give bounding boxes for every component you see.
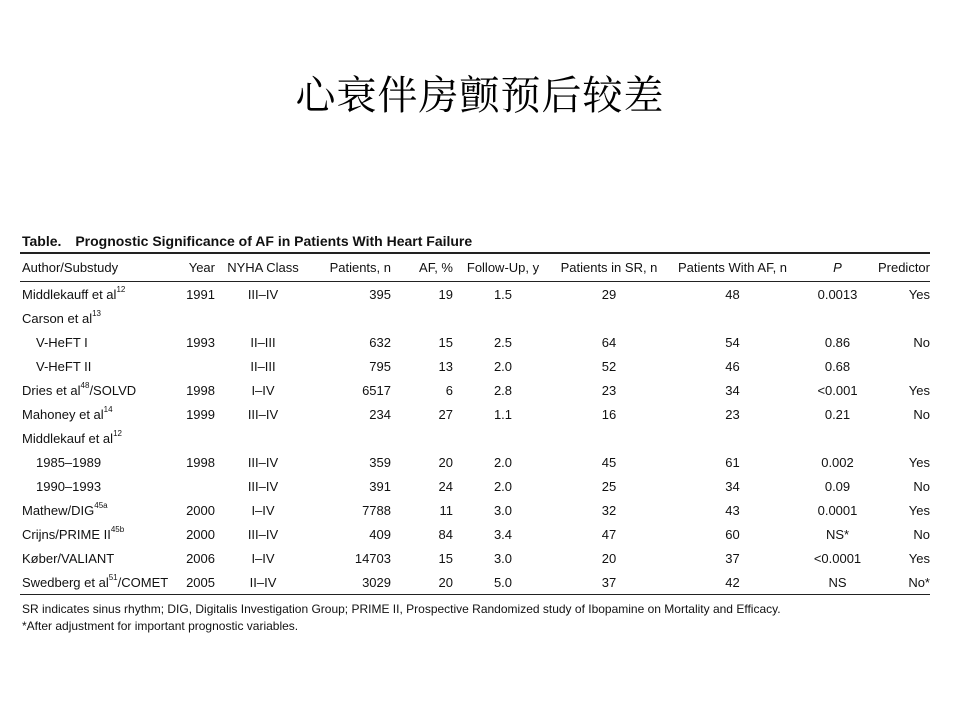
cell-followup: 1.1 <box>493 406 513 422</box>
cell-patients: 6517 <box>362 382 391 398</box>
header-af-pct: AF, % <box>419 260 453 275</box>
table-row <box>20 522 930 546</box>
cell-predictor: Yes <box>908 454 930 470</box>
cell-nyha: II–III <box>250 334 276 350</box>
table-row <box>20 546 930 570</box>
author-name: 1990–1993 <box>36 478 102 494</box>
cell-author <box>20 570 175 595</box>
cell-af-pct: 20 <box>438 454 453 470</box>
cell-patients-af: 43 <box>725 502 740 518</box>
reference-superscript: 45b <box>110 525 125 535</box>
cell-p-value: <0.001 <box>817 382 858 398</box>
table-body <box>20 282 930 595</box>
cell-year: 1998 <box>186 454 215 470</box>
cell-p-value: 0.0013 <box>817 286 858 302</box>
cell-af-pct: 20 <box>438 574 453 590</box>
cell-patients-af: 34 <box>725 382 740 398</box>
author-name: 1985–1989 <box>36 454 102 470</box>
cell-nyha: I–IV <box>251 502 275 518</box>
cell-author <box>20 354 175 378</box>
cell-patients-sr: 29 <box>601 286 617 302</box>
cell-p-value: 0.86 <box>824 334 851 350</box>
cell-patients-af: 48 <box>725 286 740 302</box>
cell-predictor: Yes <box>908 502 930 518</box>
prognostic-table <box>20 252 930 595</box>
cell-predictor: Yes <box>908 382 930 398</box>
header-year: Year <box>188 260 215 275</box>
footnotes <box>20 601 930 635</box>
cell-af-pct: 27 <box>438 406 453 422</box>
author-name: Middlekauf et al <box>22 430 114 446</box>
cell-predictor: No <box>913 478 930 494</box>
cell-year: 1991 <box>186 286 215 302</box>
cell-predictor: Yes <box>908 286 930 302</box>
cell-p-value: 0.21 <box>824 406 851 422</box>
cell-af-pct: 13 <box>438 358 453 374</box>
cell-followup: 2.0 <box>493 454 513 470</box>
cell-followup: 2.5 <box>493 334 513 350</box>
table-header-row <box>20 253 930 282</box>
cell-patients-af: 60 <box>725 526 740 542</box>
reference-superscript: 48 <box>80 381 90 391</box>
cell-nyha <box>215 306 311 330</box>
cell-nyha: II–IV <box>249 574 277 590</box>
cell-year <box>175 426 215 450</box>
cell-patients-af <box>665 426 800 450</box>
cell-year <box>175 354 215 378</box>
cell-p-value: NS* <box>825 526 850 542</box>
cell-patients-af: 42 <box>725 574 740 590</box>
cell-patients-sr: 20 <box>601 550 617 566</box>
cell-nyha <box>215 426 311 450</box>
header-predictor: Predictor <box>877 260 930 275</box>
cell-patients: 632 <box>369 334 391 350</box>
table-block <box>20 230 930 635</box>
cell-year: 2000 <box>186 526 215 542</box>
reference-superscript: 14 <box>103 405 113 415</box>
cell-nyha: III–IV <box>247 406 279 422</box>
cell-followup <box>453 306 553 330</box>
cell-patients-sr: 64 <box>601 334 617 350</box>
cell-nyha: I–IV <box>251 550 275 566</box>
cell-followup: 2.0 <box>493 358 513 374</box>
cell-author <box>20 450 175 474</box>
cell-year: 1998 <box>186 382 215 398</box>
author-name: Dries et al <box>22 382 81 398</box>
header-patients: Patients, n <box>329 260 391 275</box>
table-row <box>20 402 930 426</box>
cell-af-pct: 19 <box>438 286 453 302</box>
cell-patients-sr: 16 <box>601 406 617 422</box>
cell-author <box>20 402 175 426</box>
author-name: Crijns/PRIME II <box>22 526 111 542</box>
cell-author <box>20 426 175 450</box>
cell-nyha: II–III <box>250 358 276 374</box>
table-row <box>20 306 930 330</box>
table-row <box>20 450 930 474</box>
cell-patients-sr: 45 <box>601 454 617 470</box>
slide-title: 心衰伴房颤预后较差 <box>295 73 665 119</box>
cell-af-pct <box>391 426 453 450</box>
cell-followup: 3.4 <box>493 526 513 542</box>
cell-patients: 14703 <box>354 550 391 566</box>
cell-patients: 409 <box>369 526 391 542</box>
header-p-value: P <box>833 260 842 275</box>
cell-year: 2005 <box>186 574 215 590</box>
cell-af-pct <box>391 306 453 330</box>
author-name: V-HeFT II <box>36 358 92 374</box>
author-suffix: /COMET <box>117 574 169 590</box>
cell-followup: 2.0 <box>493 478 513 494</box>
cell-author <box>20 306 175 330</box>
cell-predictor: No <box>913 406 930 422</box>
cell-year: 1993 <box>186 334 215 350</box>
cell-followup: 3.0 <box>493 502 513 518</box>
reference-superscript: 51 <box>108 573 118 583</box>
cell-author <box>20 546 175 570</box>
cell-followup: 1.5 <box>493 286 513 302</box>
author-name: Køber/VALIANT <box>22 550 115 566</box>
cell-patients-sr <box>553 306 665 330</box>
cell-followup: 5.0 <box>493 574 513 590</box>
cell-p-value: 0.0001 <box>817 502 858 518</box>
cell-predictor: No <box>913 526 930 542</box>
table-caption <box>20 230 930 252</box>
cell-patients <box>311 426 391 450</box>
cell-patients-sr: 32 <box>601 502 617 518</box>
footnote-abbreviations: SR indicates sinus rhythm; DIG, Digitalis Investigation Group; PRIME II, Prospective Randomized study of Ibopamine on Mortality and Efficacy. <box>22 602 781 616</box>
cell-nyha: III–IV <box>247 526 279 542</box>
footnote-adjustment: *After adjustment for important prognostic variables. <box>22 619 299 633</box>
header-author: Author/Substudy <box>22 260 119 275</box>
cell-nyha: I–IV <box>251 382 275 398</box>
header-followup: Follow-Up, y <box>466 260 540 275</box>
cell-patients-af <box>665 306 800 330</box>
cell-predictor <box>875 354 930 378</box>
cell-patients: 359 <box>369 454 391 470</box>
header-nyha: NYHA Class <box>227 260 299 275</box>
table-row <box>20 282 930 307</box>
cell-patients-sr: 47 <box>601 526 617 542</box>
cell-af-pct: 15 <box>438 550 453 566</box>
cell-patients-af: 46 <box>725 358 740 374</box>
header-patients-af: Patients With AF, n <box>677 260 788 275</box>
reference-superscript: 12 <box>113 429 122 439</box>
cell-author <box>20 474 175 498</box>
cell-af-pct: 11 <box>439 502 453 518</box>
cell-af-pct: 15 <box>438 334 453 350</box>
cell-patients-af: 54 <box>725 334 740 350</box>
cell-patients-af: 37 <box>725 550 740 566</box>
cell-patients: 7788 <box>362 502 391 518</box>
cell-p-value: 0.09 <box>824 478 851 494</box>
table-row <box>20 378 930 402</box>
table-row <box>20 570 930 595</box>
header-patients-sr: Patients in SR, n <box>560 260 658 275</box>
cell-author <box>20 330 175 354</box>
cell-p-value: 0.002 <box>821 454 854 470</box>
cell-predictor <box>875 306 930 330</box>
cell-patients-af: 61 <box>725 454 740 470</box>
cell-author <box>20 282 175 307</box>
cell-predictor: Yes <box>908 550 930 566</box>
cell-predictor: No <box>913 334 930 350</box>
cell-patients: 391 <box>369 478 391 494</box>
table-row <box>20 498 930 522</box>
cell-patients-sr: 37 <box>601 574 617 590</box>
cell-author <box>20 498 175 522</box>
cell-nyha: III–IV <box>247 478 279 494</box>
cell-patients-sr: 25 <box>601 478 617 494</box>
cell-author <box>20 378 175 402</box>
cell-followup: 2.8 <box>493 382 513 398</box>
cell-year: 1999 <box>186 406 215 422</box>
table-row <box>20 330 930 354</box>
table-row <box>20 426 930 450</box>
cell-patients <box>311 306 391 330</box>
author-name: Middlekauff et al <box>22 286 117 302</box>
cell-followup <box>453 426 553 450</box>
table-caption-label: Table. <box>22 233 62 249</box>
cell-patients: 795 <box>369 358 391 374</box>
table-row <box>20 474 930 498</box>
cell-patients-sr: 23 <box>601 382 617 398</box>
cell-p-value: <0.0001 <box>813 550 862 566</box>
cell-nyha: III–IV <box>247 454 279 470</box>
table-caption-text: Prognostic Significance of AF in Patients With Heart Failure <box>75 233 473 249</box>
cell-patients-af: 23 <box>725 406 740 422</box>
cell-patients: 395 <box>369 286 391 302</box>
cell-p-value <box>800 426 875 450</box>
cell-year <box>175 306 215 330</box>
cell-year: 2006 <box>186 550 215 566</box>
cell-followup: 3.0 <box>493 550 513 566</box>
cell-predictor: No* <box>908 574 930 590</box>
cell-af-pct: 84 <box>438 526 453 542</box>
cell-af-pct: 6 <box>445 382 453 398</box>
reference-superscript: 12 <box>116 285 126 295</box>
author-name: Mathew/DIG <box>22 502 95 518</box>
cell-predictor <box>875 426 930 450</box>
reference-superscript: 13 <box>92 309 101 319</box>
cell-year <box>175 474 215 498</box>
cell-patients-af: 34 <box>725 478 740 494</box>
author-name: Mahoney et al <box>22 406 104 422</box>
cell-patients: 3029 <box>362 574 391 590</box>
cell-nyha: III–IV <box>247 286 279 302</box>
cell-patients-sr <box>553 426 665 450</box>
cell-patients-sr: 52 <box>601 358 617 374</box>
cell-year: 2000 <box>186 502 215 518</box>
author-name: Swedberg et al <box>22 574 109 590</box>
author-name: V-HeFT I <box>36 334 88 350</box>
cell-p-value: 0.68 <box>824 358 851 374</box>
author-name: Carson et al <box>22 310 93 326</box>
reference-superscript: 45a <box>94 501 108 511</box>
cell-p-value <box>800 306 875 330</box>
author-suffix: /SOLVD <box>89 382 137 398</box>
cell-author <box>20 522 175 546</box>
cell-patients: 234 <box>369 406 391 422</box>
table-row <box>20 354 930 378</box>
cell-af-pct: 24 <box>438 478 453 494</box>
cell-p-value: NS <box>828 574 847 590</box>
